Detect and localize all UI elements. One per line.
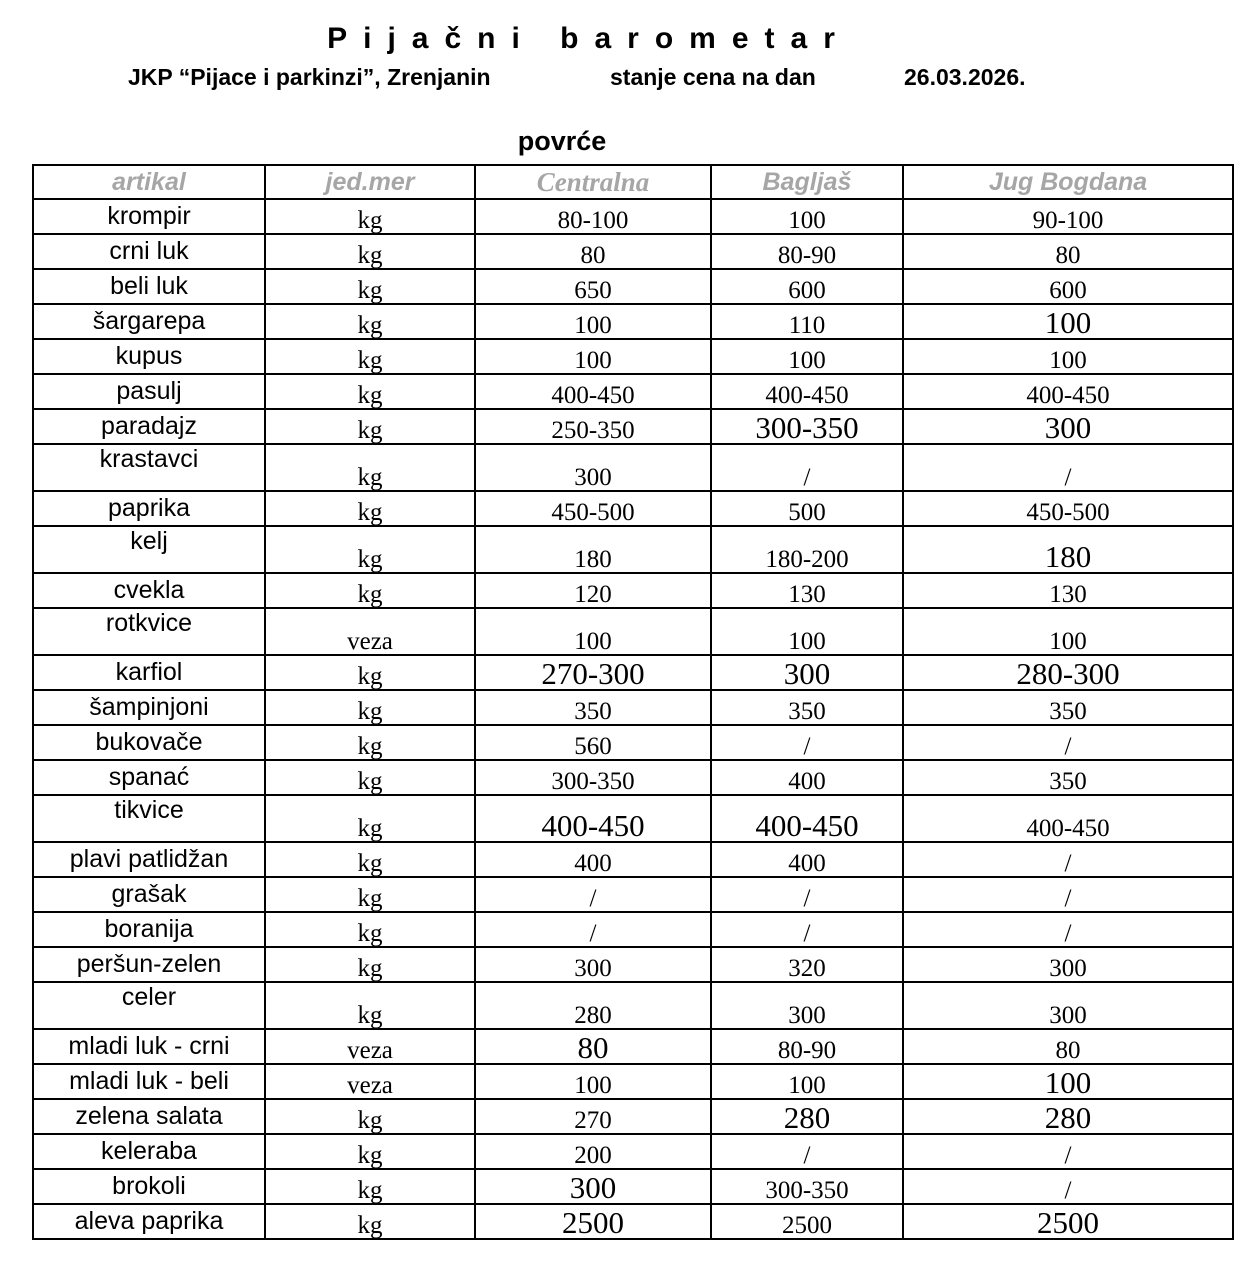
price-jug-bogdana-cell: 100 — [903, 339, 1233, 374]
unit-cell: kg — [265, 795, 475, 842]
unit-cell: kg — [265, 526, 475, 573]
price-jug-bogdana-cell: 100 — [903, 608, 1233, 655]
price-centralna-cell: 400-450 — [475, 795, 711, 842]
table-row — [33, 1169, 1233, 1204]
price-jug-bogdana-cell: / — [903, 444, 1233, 491]
table-row — [33, 655, 1233, 690]
price-bagljas-cell: / — [711, 725, 903, 760]
status-label: stanje cena na dan — [610, 64, 816, 90]
price-bagljas-cell: 280 — [711, 1099, 903, 1134]
column-header-unit: jed.mer — [265, 165, 475, 199]
price-bagljas-cell: 110 — [711, 304, 903, 339]
table-header-row — [33, 165, 1233, 199]
price-centralna-cell: 300 — [475, 947, 711, 982]
table-row — [33, 1029, 1233, 1064]
price-bagljas-cell: 320 — [711, 947, 903, 982]
price-centralna-cell: 650 — [475, 269, 711, 304]
unit-cell: kg — [265, 444, 475, 491]
unit-cell: kg — [265, 304, 475, 339]
price-bagljas-cell: 180-200 — [711, 526, 903, 573]
price-jug-bogdana-cell: / — [903, 877, 1233, 912]
unit-cell: kg — [265, 760, 475, 795]
section-title: povrće — [517, 126, 607, 156]
item-name-cell: zelena salata — [33, 1099, 265, 1134]
unit-cell: kg — [265, 725, 475, 760]
price-centralna-cell: 300 — [475, 444, 711, 491]
price-bagljas-cell: / — [711, 877, 903, 912]
price-jug-bogdana-cell: 400-450 — [903, 795, 1233, 842]
column-header-bagljas: Bagljaš — [711, 165, 903, 199]
unit-cell: kg — [265, 199, 475, 234]
unit-cell: kg — [265, 1099, 475, 1134]
price-bagljas-cell: 300-350 — [711, 1169, 903, 1204]
item-name-cell: plavi patlidžan — [33, 842, 265, 877]
unit-cell: kg — [265, 409, 475, 444]
table-row — [33, 526, 1233, 573]
item-name-cell: karfiol — [33, 655, 265, 690]
table-row — [33, 199, 1233, 234]
item-name-cell: pasulj — [33, 374, 265, 409]
table-row — [33, 912, 1233, 947]
price-centralna-cell: 120 — [475, 573, 711, 608]
item-name-cell: kupus — [33, 339, 265, 374]
price-jug-bogdana-cell: 100 — [903, 1064, 1233, 1099]
price-jug-bogdana-cell: 2500 — [903, 1204, 1233, 1239]
price-bagljas-cell: 80-90 — [711, 1029, 903, 1064]
price-centralna-cell: 350 — [475, 690, 711, 725]
price-jug-bogdana-cell: 400-450 — [903, 374, 1233, 409]
price-jug-bogdana-cell: 130 — [903, 573, 1233, 608]
price-centralna-cell: 300 — [475, 1169, 711, 1204]
price-centralna-cell: 100 — [475, 339, 711, 374]
price-jug-bogdana-cell: 90-100 — [903, 199, 1233, 234]
price-jug-bogdana-cell: 280-300 — [903, 655, 1233, 690]
price-bagljas-cell: 80-90 — [711, 234, 903, 269]
item-name-cell: keleraba — [33, 1134, 265, 1169]
table-row — [33, 877, 1233, 912]
table-row — [33, 725, 1233, 760]
table-row — [33, 608, 1233, 655]
item-name-cell: krompir — [33, 199, 265, 234]
price-centralna-cell: / — [475, 877, 711, 912]
price-jug-bogdana-cell: / — [903, 1134, 1233, 1169]
table-row — [33, 947, 1233, 982]
price-bagljas-cell: 300 — [711, 655, 903, 690]
price-bagljas-cell: 300-350 — [711, 409, 903, 444]
price-jug-bogdana-cell: 450-500 — [903, 491, 1233, 526]
price-centralna-cell: 100 — [475, 1064, 711, 1099]
price-jug-bogdana-cell: 80 — [903, 234, 1233, 269]
price-centralna-cell: 100 — [475, 304, 711, 339]
price-centralna-cell: / — [475, 912, 711, 947]
price-table — [32, 164, 1234, 1240]
price-centralna-cell: 180 — [475, 526, 711, 573]
price-jug-bogdana-cell: 180 — [903, 526, 1233, 573]
table-row — [33, 760, 1233, 795]
unit-cell: kg — [265, 269, 475, 304]
price-bagljas-cell: 400-450 — [711, 374, 903, 409]
price-centralna-cell: 270-300 — [475, 655, 711, 690]
item-name-cell: mladi luk - crni — [33, 1029, 265, 1064]
unit-cell: kg — [265, 982, 475, 1029]
price-bagljas-cell: / — [711, 1134, 903, 1169]
table-row — [33, 409, 1233, 444]
price-jug-bogdana-cell: / — [903, 912, 1233, 947]
unit-cell: kg — [265, 573, 475, 608]
column-header-centralna: Centralna — [475, 165, 711, 199]
item-name-cell: crni luk — [33, 234, 265, 269]
price-bagljas-cell: 100 — [711, 339, 903, 374]
price-centralna-cell: 560 — [475, 725, 711, 760]
table-row — [33, 1099, 1233, 1134]
price-table-body — [33, 199, 1233, 1239]
price-centralna-cell: 270 — [475, 1099, 711, 1134]
item-name-cell: grašak — [33, 877, 265, 912]
table-row — [33, 1204, 1233, 1239]
table-row — [33, 795, 1233, 842]
unit-cell: kg — [265, 877, 475, 912]
unit-cell: kg — [265, 374, 475, 409]
item-name-cell: krastavci — [33, 444, 265, 491]
price-bagljas-cell: 2500 — [711, 1204, 903, 1239]
table-row — [33, 690, 1233, 725]
price-bagljas-cell: 100 — [711, 199, 903, 234]
table-row — [33, 304, 1233, 339]
item-name-cell: peršun-zelen — [33, 947, 265, 982]
item-name-cell: aleva paprika — [33, 1204, 265, 1239]
unit-cell: veza — [265, 608, 475, 655]
price-jug-bogdana-cell: 350 — [903, 690, 1233, 725]
unit-cell: kg — [265, 842, 475, 877]
price-centralna-cell: 80 — [475, 234, 711, 269]
price-centralna-cell: 400 — [475, 842, 711, 877]
price-centralna-cell: 100 — [475, 608, 711, 655]
table-row — [33, 269, 1233, 304]
item-name-cell: šargarepa — [33, 304, 265, 339]
price-bagljas-cell: 100 — [711, 608, 903, 655]
item-name-cell: boranija — [33, 912, 265, 947]
unit-cell: kg — [265, 1204, 475, 1239]
unit-cell: kg — [265, 912, 475, 947]
unit-cell: kg — [265, 234, 475, 269]
unit-cell: kg — [265, 690, 475, 725]
item-name-cell: rotkvice — [33, 608, 265, 655]
price-bagljas-cell: 500 — [711, 491, 903, 526]
price-bagljas-cell: 350 — [711, 690, 903, 725]
column-header-jug-bogdana: Jug Bogdana — [903, 165, 1233, 199]
price-centralna-cell: 200 — [475, 1134, 711, 1169]
table-row — [33, 1064, 1233, 1099]
price-jug-bogdana-cell: 350 — [903, 760, 1233, 795]
price-centralna-cell: 300-350 — [475, 760, 711, 795]
table-row — [33, 982, 1233, 1029]
column-header-item: artikal — [33, 165, 265, 199]
price-bagljas-cell: 400-450 — [711, 795, 903, 842]
price-jug-bogdana-cell: 80 — [903, 1029, 1233, 1064]
price-centralna-cell: 250-350 — [475, 409, 711, 444]
price-bagljas-cell: 300 — [711, 982, 903, 1029]
price-centralna-cell: 80 — [475, 1029, 711, 1064]
item-name-cell: spanać — [33, 760, 265, 795]
item-name-cell: paradajz — [33, 409, 265, 444]
unit-cell: kg — [265, 491, 475, 526]
table-row — [33, 842, 1233, 877]
price-bagljas-cell: / — [711, 912, 903, 947]
page-title: Pijačni barometar — [327, 22, 851, 55]
item-name-cell: celer — [33, 982, 265, 1029]
unit-cell: kg — [265, 655, 475, 690]
table-row — [33, 234, 1233, 269]
price-bagljas-cell: 600 — [711, 269, 903, 304]
unit-cell: veza — [265, 1029, 475, 1064]
item-name-cell: tikvice — [33, 795, 265, 842]
price-jug-bogdana-cell: 300 — [903, 409, 1233, 444]
unit-cell: veza — [265, 1064, 475, 1099]
item-name-cell: kelj — [33, 526, 265, 573]
table-row — [33, 573, 1233, 608]
table-row — [33, 491, 1233, 526]
item-name-cell: cvekla — [33, 573, 265, 608]
item-name-cell: mladi luk - beli — [33, 1064, 265, 1099]
price-bagljas-cell: 400 — [711, 842, 903, 877]
unit-cell: kg — [265, 1134, 475, 1169]
price-bagljas-cell: 130 — [711, 573, 903, 608]
price-jug-bogdana-cell: / — [903, 725, 1233, 760]
item-name-cell: beli luk — [33, 269, 265, 304]
table-row — [33, 374, 1233, 409]
price-jug-bogdana-cell: 300 — [903, 982, 1233, 1029]
unit-cell: kg — [265, 1169, 475, 1204]
price-centralna-cell: 400-450 — [475, 374, 711, 409]
unit-cell: kg — [265, 339, 475, 374]
price-centralna-cell: 450-500 — [475, 491, 711, 526]
table-row — [33, 444, 1233, 491]
price-centralna-cell: 80-100 — [475, 199, 711, 234]
price-jug-bogdana-cell: 300 — [903, 947, 1233, 982]
item-name-cell: šampinjoni — [33, 690, 265, 725]
price-bagljas-cell: / — [711, 444, 903, 491]
item-name-cell: brokoli — [33, 1169, 265, 1204]
table-row — [33, 339, 1233, 374]
item-name-cell: paprika — [33, 491, 265, 526]
table-row — [33, 1134, 1233, 1169]
price-jug-bogdana-cell: 280 — [903, 1099, 1233, 1134]
price-jug-bogdana-cell: 600 — [903, 269, 1233, 304]
price-centralna-cell: 2500 — [475, 1204, 711, 1239]
organization-name: JKP “Pijace i parkinzi”, Zrenjanin — [128, 64, 491, 90]
price-date: 26.03.2026. — [904, 64, 1026, 90]
price-bagljas-cell: 100 — [711, 1064, 903, 1099]
unit-cell: kg — [265, 947, 475, 982]
price-centralna-cell: 280 — [475, 982, 711, 1029]
price-jug-bogdana-cell: 100 — [903, 304, 1233, 339]
item-name-cell: bukovače — [33, 725, 265, 760]
price-jug-bogdana-cell: / — [903, 842, 1233, 877]
price-jug-bogdana-cell: / — [903, 1169, 1233, 1204]
price-bagljas-cell: 400 — [711, 760, 903, 795]
